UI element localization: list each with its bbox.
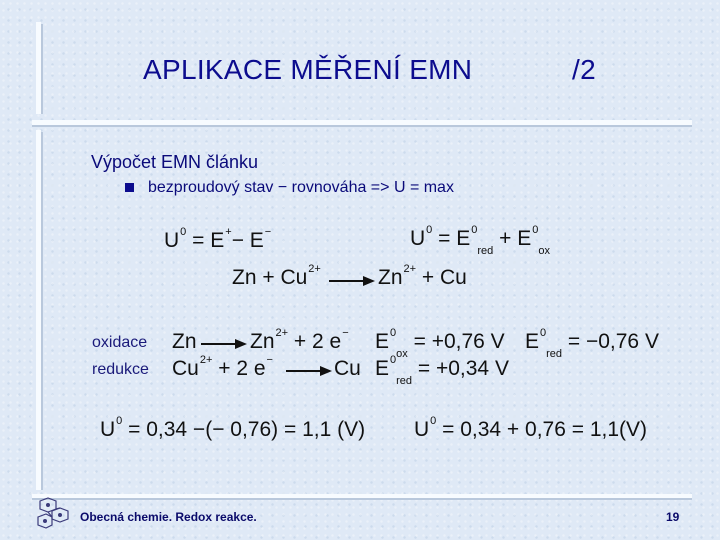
reaction-arrow-icon xyxy=(329,275,375,287)
frame-bottom-horizontal-shadow xyxy=(32,498,692,500)
slide-title: APLIKACE MĚŘENÍ EMN xyxy=(143,54,473,85)
frame-top-horizontal-shadow xyxy=(32,125,692,127)
bullet-text: bezproudový stav − rovnováha => U = max xyxy=(148,179,454,196)
section-heading: Výpočet EMN článku xyxy=(91,152,259,172)
redukce-arrow-icon xyxy=(286,365,332,377)
oxidace-potential-red: $E^0_{red} = -0,76$ V xyxy=(525,327,659,361)
oxidace-product: $Zn^{2+} + 2$ e− xyxy=(250,327,349,353)
redukce-label: redukce xyxy=(92,361,149,378)
page-number: 19 xyxy=(666,510,680,524)
oxidace-label: oxidace xyxy=(92,334,148,351)
reaction-right: $Zn^{2+} + Cu$ xyxy=(378,263,467,289)
bullet-square-icon xyxy=(125,183,134,192)
frame-top-vertical-shadow xyxy=(41,24,43,114)
result-equation-right: $U^0 = 0,34 + 0,76 = 1,1(V)$ xyxy=(414,415,648,441)
redukce-potential: $E^0_{red} = +0,34$ V xyxy=(375,354,509,388)
frame-left-vertical-shadow xyxy=(41,132,43,490)
redukce-reactant: $Cu^{2+} + 2$ e− xyxy=(172,354,273,380)
footer-text: Obecná chemie. Redox reakce. xyxy=(80,510,257,524)
emn-definition: $U^0 = E^+- E^-$ xyxy=(164,226,272,252)
slide-title-suffix: /2 xyxy=(572,54,596,85)
oxidace-potential-ox: $E^0_{ox} = +0,76$ V xyxy=(375,327,505,361)
reaction-left: $Zn + Cu^{2+}$ xyxy=(232,263,321,289)
molecule-logo-icon xyxy=(34,497,70,531)
emn-sum-equation: $U^0 = E^0_{red} + E^0_{ox}$ xyxy=(410,224,550,258)
result-equation-left: $U^0 = 0,34$ −(− 0,76) = 1,1 (V) xyxy=(100,415,366,441)
redukce-product: Cu xyxy=(334,357,361,380)
oxidace-reactant: Zn xyxy=(172,330,197,353)
oxidace-arrow-icon xyxy=(201,338,247,350)
